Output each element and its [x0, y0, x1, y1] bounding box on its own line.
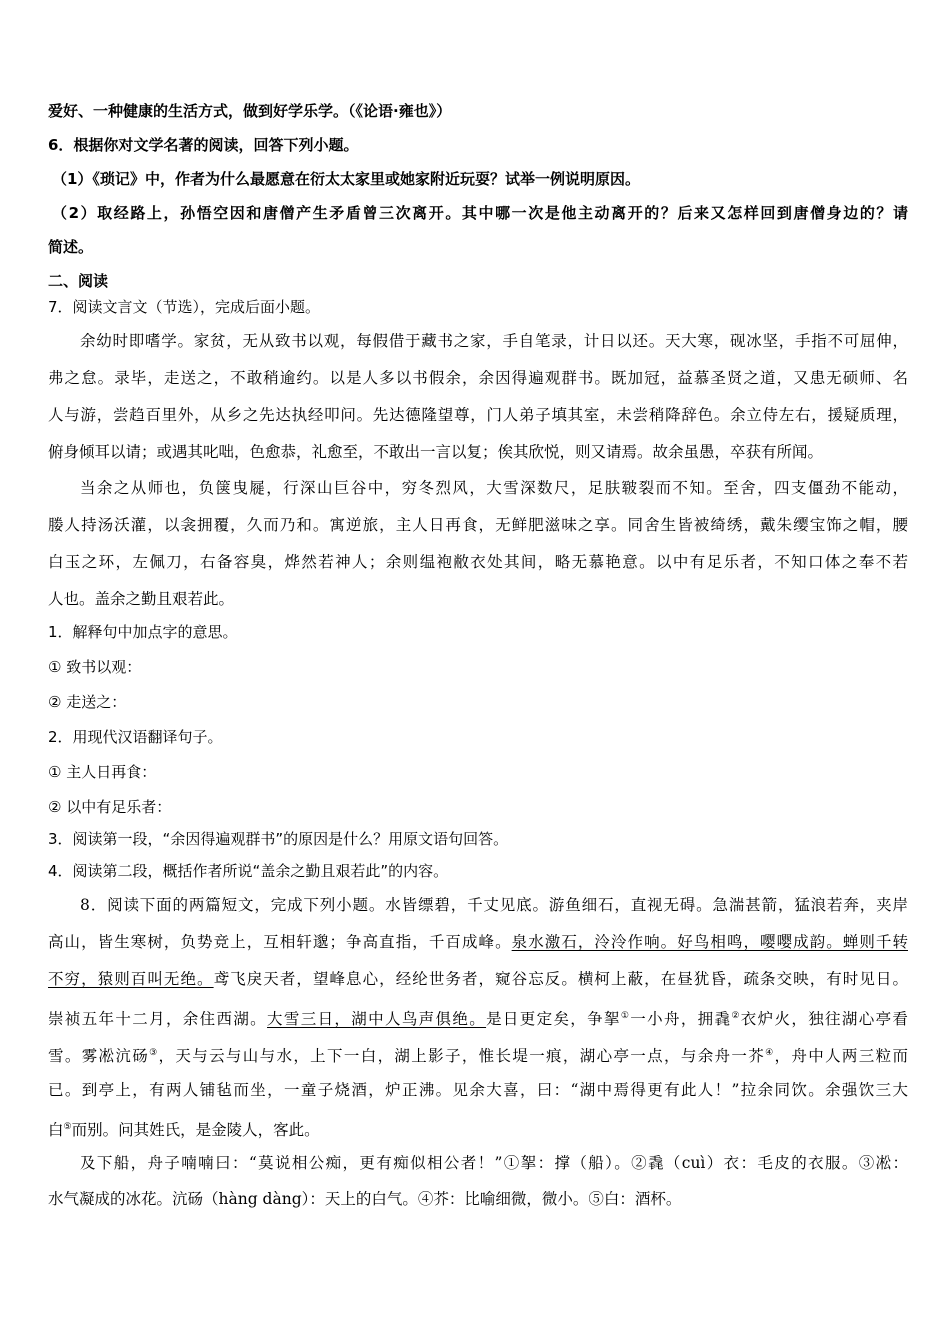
footnote-mark: ②	[731, 1011, 741, 1021]
q8-line: 崇祯五年十二月，余住西湖。大雪三日，湖中人鸟声俱绝。是日更定矣，争挐①一小舟，拥毳②衣炉火，独往湖心亭看	[48, 1010, 908, 1028]
q7-question: 2．用现代汉语翻译句子。	[48, 728, 223, 746]
q7-passage-line: 人也。盖余之勤且艰若此。	[48, 590, 235, 608]
q8-line: 白⑤而别。问其姓氏，是金陵人，客此。	[48, 1121, 320, 1139]
footnote-mark: ④	[765, 1048, 775, 1058]
q7-question: ② 以中有足乐者：	[48, 798, 172, 816]
q8-line: 不穷，猿则百叫无绝。鸢飞戾天者，望峰息心，经纶世务者，窥谷忘反。横柯上蔽，在昼犹昏，疏条交映，有时见日。	[48, 970, 908, 988]
footnote-mark: ⑤	[63, 1122, 72, 1132]
q7-title: 7．阅读文言文（节选），完成后面小题。	[48, 298, 321, 316]
q7-question: 3．阅读第一段，“余因得遍观群书”的原因是什么？用原文语句回答。	[48, 830, 509, 848]
q7-passage-line: 余幼时即嗜学。家贫，无从致书以观，每假借于藏书之家，手自笔录，计日以还。天大寒，砚冰坚，手指不可屈伸，	[80, 332, 908, 350]
q7-question: ① 主人日再食：	[48, 763, 157, 781]
q7-passage-line: 俯身倾耳以请；或遇其叱咄，色愈恭，礼愈至，不敢出一言以复；俟其欣悦，则又请焉。故余虽愚，卒获有所闻。	[48, 443, 824, 461]
q7-question: 4．阅读第二段，概括作者所说“盖余之勤且艰若此”的内容。	[48, 862, 449, 880]
q6-sub2-line2: 简述。	[48, 238, 94, 256]
footnote-mark: ③	[149, 1048, 159, 1058]
footnote-mark: ①	[620, 1011, 631, 1021]
section-reading-title: 二、阅读	[48, 272, 109, 290]
underlined-sentence: 不穷，猿则百叫无绝。	[48, 970, 214, 988]
q7-passage-line: 弗之怠。录毕，走送之，不敢稍逾约。以是人多以书假余，余因得遍观群书。既加冠，益慕圣贤之道，又患无硕师、名	[48, 369, 908, 387]
q8-line: 8．阅读下面的两篇短文，完成下列小题。水皆缥碧，千丈见底。游鱼细石，直视无碍。急湍甚箭，猛浪若奔，夹岸	[80, 896, 908, 914]
q5-tail: 爱好、一种健康的生活方式，做到好学乐学。（《论语·雍也》）	[48, 102, 452, 120]
q7-question: 1．解释句中加点字的意思。	[48, 623, 238, 641]
q7-question: ① 致书以观：	[48, 658, 142, 676]
q7-question: ② 走送之：	[48, 693, 127, 711]
q8-line: 及下船，舟子喃喃曰：“莫说相公痴，更有痴似相公者！”①挐：撑（船）。②毳（cuì）衣：毛皮的衣服。③凇：	[80, 1154, 908, 1172]
q8-line: 已。到亭上，有两人铺毡而坐，一童子烧酒，炉正沸。见余大喜，曰：“湖中焉得更有此人！”拉余同饮。余强饮三大	[48, 1081, 908, 1099]
q7-passage-line: 人与游，尝趋百里外，从乡之先达执经叩问。先达德隆望尊，门人弟子填其室，未尝稍降辞色。余立侍左右，援疑质理，	[48, 406, 908, 424]
q7-passage-line: 白玉之环，左佩刀，右备容臭，烨然若神人；余则缊袍敝衣处其间，略无慕艳意。以中有足乐者，不知口体之奉不若	[48, 553, 908, 571]
q6-sub1: （1）《琐记》中，作者为什么最愿意在衍太太家里或她家附近玩耍？试举一例说明原因。	[52, 170, 640, 188]
q6-title: 6．根据你对文学名著的阅读，回答下列小题。	[48, 136, 359, 154]
q8-line: 高山，皆生寒树，负势竞上，互相轩邈；争高直指，千百成峰。泉水激石，泠泠作响。好鸟相鸣，嘤嘤成韵。蝉则千转	[48, 933, 908, 951]
q7-passage-line: 当余之从师也，负箧曳屣，行深山巨谷中，穷冬烈风，大雪深数尺，足肤皲裂而不知。至舍，四支僵劲不能动，	[80, 479, 908, 497]
underlined-sentence: 泉水激石，泠泠作响。好鸟相鸣，嘤嘤成韵。蝉则千转	[511, 933, 908, 951]
q7-passage-line: 媵人持汤沃灌，以衾拥覆，久而乃和。寓逆旅，主人日再食，无鲜肥滋味之享。同舍生皆被绮绣，戴朱缨宝饰之帽，腰	[48, 516, 908, 534]
q8-footnotes: 水气凝成的冰花。沆砀（hàng dàng）：天上的白气。④芥：比喻细微，微小。⑤白：酒杯。	[48, 1190, 682, 1208]
q6-sub2-line1: （2）取经路上，孙悟空因和唐僧产生矛盾曾三次离开。其中哪一次是他主动离开的？后来又怎样回到唐僧身边的？请	[52, 204, 908, 222]
q8-line: 雪。雾凇沆砀③，天与云与山与水，上下一白，湖上影子，惟长堤一痕，湖心亭一点，与余舟一芥④，舟中人两三粒而	[48, 1047, 908, 1065]
underlined-sentence: 大雪三日，湖中人鸟声俱绝。	[267, 1010, 487, 1028]
